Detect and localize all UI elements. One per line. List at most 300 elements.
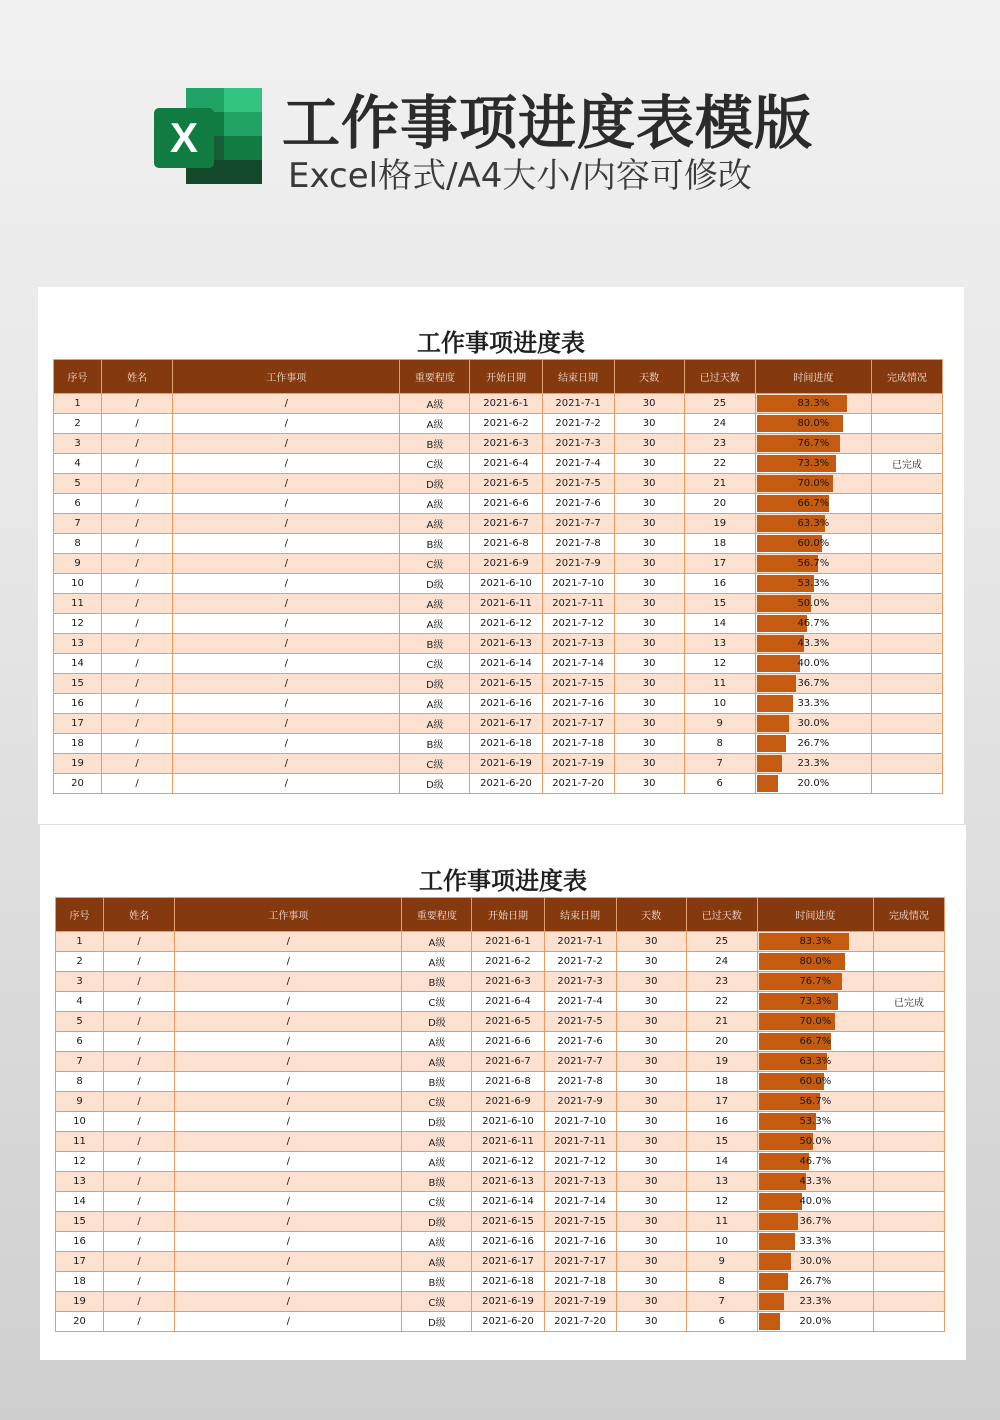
row-progress	[755, 454, 871, 474]
row-status	[873, 1132, 944, 1152]
progress-label: 83.3%	[797, 398, 830, 409]
row-status	[871, 514, 942, 534]
row-name: /	[102, 574, 173, 594]
row-end-date: 2021-7-4	[542, 454, 614, 474]
row-progress	[757, 1292, 873, 1312]
column-header: 时间进度	[757, 898, 873, 932]
row-passed-days: 17	[684, 554, 755, 574]
row-days: 30	[616, 1232, 686, 1252]
progress-bar	[759, 1233, 795, 1250]
row-progress	[757, 992, 873, 1012]
progress-bar	[759, 1293, 784, 1310]
row-level: A级	[400, 694, 470, 714]
row-days: 30	[616, 1052, 686, 1072]
row-number: 20	[54, 774, 102, 794]
column-header: 工作事项	[173, 360, 400, 394]
row-status: 已完成	[871, 454, 942, 474]
row-name: /	[102, 554, 173, 574]
table-row	[54, 754, 943, 774]
row-start-date: 2021-6-2	[472, 952, 544, 972]
row-end-date: 2021-7-13	[544, 1172, 616, 1192]
row-name: /	[104, 1132, 175, 1152]
row-passed-days: 15	[684, 594, 755, 614]
row-level: D级	[402, 1312, 472, 1332]
row-number: 8	[54, 534, 102, 554]
row-passed-days: 23	[684, 434, 755, 454]
row-progress	[757, 1132, 873, 1152]
row-level: B级	[400, 734, 470, 754]
row-start-date: 2021-6-1	[470, 394, 542, 414]
row-end-date: 2021-7-7	[544, 1052, 616, 1072]
table-row	[54, 494, 943, 514]
progress-label: 80.0%	[797, 418, 830, 429]
sheet-title: 工作事项进度表	[417, 329, 585, 357]
page-subtitle: Excel格式/A4大小/内容可修改	[288, 156, 752, 196]
row-task: /	[173, 614, 400, 634]
row-progress	[757, 1232, 873, 1252]
row-level: B级	[402, 1072, 472, 1092]
row-progress	[755, 574, 871, 594]
row-start-date: 2021-6-17	[470, 714, 542, 734]
row-name: /	[102, 614, 173, 634]
progress-label: 23.3%	[799, 1296, 832, 1307]
row-start-date: 2021-6-20	[470, 774, 542, 794]
row-start-date: 2021-6-18	[472, 1272, 544, 1292]
row-name: /	[102, 654, 173, 674]
row-end-date: 2021-7-5	[542, 474, 614, 494]
row-passed-days: 8	[684, 734, 755, 754]
row-task: /	[173, 594, 400, 614]
progress-label: 50.0%	[797, 598, 830, 609]
progress-bar	[757, 655, 800, 672]
row-number: 14	[56, 1192, 104, 1212]
row-number: 17	[54, 714, 102, 734]
row-name: /	[104, 1312, 175, 1332]
row-progress	[757, 1112, 873, 1132]
row-progress	[757, 1092, 873, 1112]
table-row	[56, 1012, 945, 1032]
row-number: 2	[56, 952, 104, 972]
row-passed-days: 9	[686, 1252, 757, 1272]
row-task: /	[175, 1112, 402, 1132]
progress-label: 53.3%	[797, 578, 830, 589]
row-days: 30	[616, 1132, 686, 1152]
row-name: /	[102, 394, 173, 414]
progress-label: 43.3%	[799, 1176, 832, 1187]
progress-bar	[759, 1273, 788, 1290]
row-passed-days: 21	[686, 1012, 757, 1032]
row-name: /	[104, 992, 175, 1012]
row-level: A级	[402, 1032, 472, 1052]
row-passed-days: 14	[686, 1152, 757, 1172]
column-header: 已过天数	[686, 898, 757, 932]
table-row	[56, 1232, 945, 1252]
row-name: /	[104, 1212, 175, 1232]
row-number: 1	[56, 932, 104, 952]
row-status	[871, 394, 942, 414]
row-number: 15	[54, 674, 102, 694]
row-number: 6	[54, 494, 102, 514]
table-row	[54, 554, 943, 574]
row-progress	[757, 1252, 873, 1272]
row-start-date: 2021-6-5	[472, 1012, 544, 1032]
row-start-date: 2021-6-1	[472, 932, 544, 952]
row-start-date: 2021-6-15	[472, 1212, 544, 1232]
row-status	[871, 614, 942, 634]
row-start-date: 2021-6-6	[472, 1032, 544, 1052]
table-row	[56, 1272, 945, 1292]
row-end-date: 2021-7-1	[544, 932, 616, 952]
row-task: /	[173, 634, 400, 654]
row-level: B级	[400, 634, 470, 654]
row-passed-days: 21	[684, 474, 755, 494]
row-name: /	[102, 774, 173, 794]
row-level: C级	[400, 754, 470, 774]
table-header-row	[54, 360, 943, 394]
row-end-date: 2021-7-15	[544, 1212, 616, 1232]
row-start-date: 2021-6-18	[470, 734, 542, 754]
row-days: 30	[616, 952, 686, 972]
row-task: /	[173, 554, 400, 574]
row-number: 10	[56, 1112, 104, 1132]
row-status	[871, 774, 942, 794]
row-number: 19	[56, 1292, 104, 1312]
row-task: /	[175, 1052, 402, 1072]
row-days: 30	[614, 434, 684, 454]
row-level: D级	[400, 574, 470, 594]
row-number: 9	[54, 554, 102, 574]
header	[0, 0, 1000, 260]
progress-label: 36.7%	[797, 678, 830, 689]
row-days: 30	[616, 1012, 686, 1032]
progress-label: 70.0%	[799, 1016, 832, 1027]
row-start-date: 2021-6-6	[470, 494, 542, 514]
row-level: D级	[400, 674, 470, 694]
column-header: 结束日期	[542, 360, 614, 394]
row-start-date: 2021-6-19	[472, 1292, 544, 1312]
row-end-date: 2021-7-9	[544, 1092, 616, 1112]
progress-label: 63.3%	[797, 518, 830, 529]
row-start-date: 2021-6-12	[472, 1152, 544, 1172]
row-name: /	[104, 972, 175, 992]
row-status	[873, 1032, 944, 1052]
row-name: /	[104, 1152, 175, 1172]
row-progress	[755, 594, 871, 614]
table-row	[54, 614, 943, 634]
row-passed-days: 20	[684, 494, 755, 514]
row-name: /	[104, 1032, 175, 1052]
row-task: /	[173, 674, 400, 694]
progress-label: 76.7%	[799, 976, 832, 987]
row-passed-days: 16	[684, 574, 755, 594]
row-number: 11	[56, 1132, 104, 1152]
row-days: 30	[614, 394, 684, 414]
row-status	[871, 634, 942, 654]
row-level: D级	[402, 1212, 472, 1232]
row-end-date: 2021-7-19	[544, 1292, 616, 1312]
row-level: A级	[402, 1132, 472, 1152]
row-start-date: 2021-6-12	[470, 614, 542, 634]
row-days: 30	[616, 932, 686, 952]
row-start-date: 2021-6-8	[470, 534, 542, 554]
row-days: 30	[616, 1032, 686, 1052]
row-end-date: 2021-7-20	[544, 1312, 616, 1332]
row-level: D级	[402, 1112, 472, 1132]
column-header: 完成情况	[873, 898, 944, 932]
progress-label: 33.3%	[799, 1236, 832, 1247]
svg-text:X: X	[169, 114, 199, 161]
row-passed-days: 15	[686, 1132, 757, 1152]
row-status	[873, 1112, 944, 1132]
row-task: /	[173, 434, 400, 454]
row-days: 30	[616, 1092, 686, 1112]
row-task: /	[175, 952, 402, 972]
row-start-date: 2021-6-7	[470, 514, 542, 534]
row-task: /	[175, 1212, 402, 1232]
row-number: 14	[54, 654, 102, 674]
progress-bar	[757, 715, 790, 732]
row-start-date: 2021-6-8	[472, 1072, 544, 1092]
row-task: /	[175, 1132, 402, 1152]
table-row	[56, 1192, 945, 1212]
column-header: 已过天数	[684, 360, 755, 394]
row-days: 30	[614, 474, 684, 494]
row-passed-days: 13	[686, 1172, 757, 1192]
row-end-date: 2021-7-17	[542, 714, 614, 734]
row-level: A级	[400, 514, 470, 534]
row-passed-days: 6	[686, 1312, 757, 1332]
row-progress	[755, 394, 871, 414]
table-row	[54, 574, 943, 594]
row-task: /	[175, 1172, 402, 1192]
row-end-date: 2021-7-3	[542, 434, 614, 454]
row-days: 30	[616, 1212, 686, 1232]
row-end-date: 2021-7-6	[542, 494, 614, 514]
table-row	[54, 454, 943, 474]
row-passed-days: 16	[686, 1112, 757, 1132]
table-row	[56, 1252, 945, 1272]
row-end-date: 2021-7-17	[544, 1252, 616, 1272]
progress-label: 20.0%	[797, 778, 830, 789]
row-status	[871, 734, 942, 754]
row-name: /	[104, 1192, 175, 1212]
progress-bar	[759, 1313, 781, 1330]
row-task: /	[175, 1312, 402, 1332]
row-level: B级	[402, 972, 472, 992]
progress-bar	[757, 735, 786, 752]
row-task: /	[173, 414, 400, 434]
progress-label: 36.7%	[799, 1216, 832, 1227]
row-progress	[757, 1052, 873, 1072]
row-passed-days: 12	[684, 654, 755, 674]
column-header: 结束日期	[544, 898, 616, 932]
row-level: B级	[400, 534, 470, 554]
table-row	[54, 594, 943, 614]
row-end-date: 2021-7-2	[542, 414, 614, 434]
row-name: /	[104, 1112, 175, 1132]
row-level: C级	[400, 454, 470, 474]
row-days: 30	[614, 634, 684, 654]
row-level: A级	[402, 952, 472, 972]
row-start-date: 2021-6-10	[470, 574, 542, 594]
row-start-date: 2021-6-11	[472, 1132, 544, 1152]
row-end-date: 2021-7-9	[542, 554, 614, 574]
row-number: 4	[56, 992, 104, 1012]
row-end-date: 2021-7-2	[544, 952, 616, 972]
progress-table	[53, 359, 943, 794]
row-passed-days: 25	[686, 932, 757, 952]
column-header: 天数	[614, 360, 684, 394]
row-status	[873, 932, 944, 952]
row-passed-days: 22	[686, 992, 757, 1012]
row-passed-days: 7	[686, 1292, 757, 1312]
row-progress	[757, 1152, 873, 1172]
column-header: 开始日期	[472, 898, 544, 932]
row-end-date: 2021-7-3	[544, 972, 616, 992]
row-end-date: 2021-7-7	[542, 514, 614, 534]
row-status	[873, 1012, 944, 1032]
row-days: 30	[616, 992, 686, 1012]
row-status	[873, 1272, 944, 1292]
row-start-date: 2021-6-2	[470, 414, 542, 434]
row-number: 18	[54, 734, 102, 754]
row-passed-days: 6	[684, 774, 755, 794]
row-status	[871, 534, 942, 554]
table-row	[56, 1292, 945, 1312]
row-status	[871, 574, 942, 594]
row-status	[871, 714, 942, 734]
row-passed-days: 11	[684, 674, 755, 694]
row-task: /	[173, 494, 400, 514]
row-level: A级	[402, 932, 472, 952]
row-progress	[755, 674, 871, 694]
row-status: 已完成	[873, 992, 944, 1012]
row-start-date: 2021-6-4	[470, 454, 542, 474]
row-days: 30	[614, 574, 684, 594]
row-days: 30	[614, 714, 684, 734]
row-passed-days: 24	[684, 414, 755, 434]
row-status	[873, 1192, 944, 1212]
row-days: 30	[616, 1192, 686, 1212]
row-end-date: 2021-7-8	[542, 534, 614, 554]
row-number: 13	[56, 1172, 104, 1192]
row-name: /	[102, 754, 173, 774]
row-passed-days: 11	[686, 1212, 757, 1232]
row-end-date: 2021-7-16	[542, 694, 614, 714]
row-progress	[755, 654, 871, 674]
row-end-date: 2021-7-18	[542, 734, 614, 754]
table-row	[56, 1132, 945, 1152]
row-name: /	[104, 1052, 175, 1072]
row-number: 11	[54, 594, 102, 614]
row-number: 10	[54, 574, 102, 594]
table-row	[56, 1112, 945, 1132]
row-task: /	[175, 1032, 402, 1052]
table-row	[54, 654, 943, 674]
row-number: 3	[56, 972, 104, 992]
row-name: /	[102, 474, 173, 494]
row-end-date: 2021-7-11	[544, 1132, 616, 1152]
row-days: 30	[616, 1172, 686, 1192]
row-start-date: 2021-6-5	[470, 474, 542, 494]
row-status	[873, 972, 944, 992]
row-progress	[755, 714, 871, 734]
row-passed-days: 9	[684, 714, 755, 734]
row-number: 2	[54, 414, 102, 434]
row-days: 30	[614, 514, 684, 534]
row-progress	[755, 734, 871, 754]
row-name: /	[104, 1252, 175, 1272]
row-task: /	[175, 1012, 402, 1032]
row-name: /	[102, 714, 173, 734]
row-name: /	[102, 454, 173, 474]
row-task: /	[173, 694, 400, 714]
row-number: 18	[56, 1272, 104, 1292]
row-number: 16	[54, 694, 102, 714]
row-name: /	[102, 414, 173, 434]
table-row	[54, 414, 943, 434]
row-progress	[757, 972, 873, 992]
row-end-date: 2021-7-12	[542, 614, 614, 634]
progress-bar	[759, 1193, 802, 1210]
progress-label: 23.3%	[797, 758, 830, 769]
row-start-date: 2021-6-3	[470, 434, 542, 454]
row-start-date: 2021-6-3	[472, 972, 544, 992]
progress-bar	[757, 695, 793, 712]
row-days: 30	[614, 494, 684, 514]
row-number: 12	[54, 614, 102, 634]
row-level: B级	[402, 1172, 472, 1192]
row-progress	[755, 614, 871, 634]
row-end-date: 2021-7-18	[544, 1272, 616, 1292]
row-status	[873, 1232, 944, 1252]
row-number: 17	[56, 1252, 104, 1272]
row-start-date: 2021-6-9	[470, 554, 542, 574]
row-status	[873, 1292, 944, 1312]
table-row	[54, 694, 943, 714]
column-header: 天数	[616, 898, 686, 932]
row-status	[871, 754, 942, 774]
row-level: A级	[400, 494, 470, 514]
progress-label: 46.7%	[797, 618, 830, 629]
row-level: A级	[400, 394, 470, 414]
row-start-date: 2021-6-7	[472, 1052, 544, 1072]
row-status	[871, 554, 942, 574]
row-end-date: 2021-7-13	[542, 634, 614, 654]
row-level: A级	[402, 1252, 472, 1272]
row-progress	[755, 474, 871, 494]
row-name: /	[104, 1072, 175, 1092]
row-end-date: 2021-7-14	[542, 654, 614, 674]
column-header: 姓名	[104, 898, 175, 932]
row-task: /	[173, 774, 400, 794]
row-name: /	[102, 434, 173, 454]
row-days: 30	[616, 1072, 686, 1092]
row-name: /	[102, 534, 173, 554]
row-number: 19	[54, 754, 102, 774]
row-start-date: 2021-6-4	[472, 992, 544, 1012]
table-row	[56, 992, 945, 1012]
progress-table	[55, 897, 945, 1332]
table-header-row	[56, 898, 945, 932]
row-days: 30	[614, 754, 684, 774]
row-passed-days: 14	[684, 614, 755, 634]
table-row	[56, 1172, 945, 1192]
row-status	[873, 952, 944, 972]
row-level: A级	[402, 1052, 472, 1072]
progress-label: 46.7%	[799, 1156, 832, 1167]
row-status	[873, 1172, 944, 1192]
